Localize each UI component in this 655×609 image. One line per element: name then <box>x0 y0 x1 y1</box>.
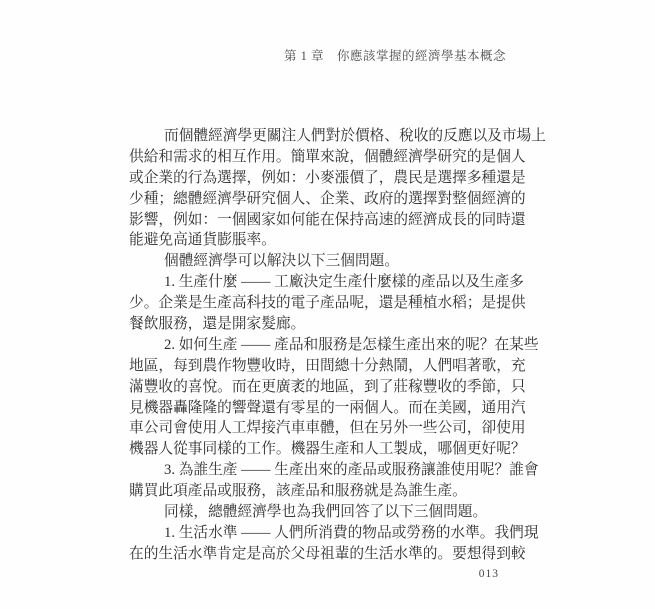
text-line: 1. 生活水準 —— 人們所消費的物品或勞務的水準。我們現 <box>164 524 539 541</box>
text-line: 個體經濟學可以解決以下三個問題。 <box>164 253 400 270</box>
text-line: 餐飲服務，還是開家髮廊。 <box>129 316 306 333</box>
text-line: 供給和需求的相互作用。簡單來說，個體經濟學研究的是個人 <box>129 148 526 165</box>
text-line: 地區，每到農作物豐收時，田間總十分熱鬧，人們唱著歌，充 <box>129 357 526 374</box>
text-line: 購買此項產品或服務，該產品和服務就是為誰生產。 <box>129 483 467 500</box>
text-line: 或企業的行為選擇，例如：小麥漲價了，農民是選擇多種還是 <box>129 169 526 186</box>
text-line: 同樣，總體經濟學也為我們回答了以下三個問題。 <box>164 504 488 521</box>
text-line: 少。企業是生產高科技的電子產品呢，還是種植水稻；是提供 <box>129 295 526 312</box>
running-header: 第 1 章 你應該掌握的經濟學基本概念 <box>283 49 506 63</box>
text-line: 3. 為誰生產 —— 生產出來的產品或服務讓誰使用呢？誰會 <box>164 462 539 479</box>
text-line: 在的生活水準肯定是高於父母祖輩的生活水準的。要想得到較 <box>129 545 526 562</box>
text-line: 見機器轟隆隆的響聲還有零星的一兩個人。而在美國，通用汽 <box>129 399 526 416</box>
text-line: 2. 如何生產 —— 產品和服務是怎樣生產出來的呢？在某些 <box>164 336 539 353</box>
text-line: 少種；總體經濟學研究個人、企業、政府的選擇對整個經濟的 <box>129 190 526 207</box>
text-line: 影響，例如：一個國家如何能在保持高速的經濟成長的同時還 <box>129 211 526 228</box>
text-line: 1. 生產什麼 —— 工廠決定生產什麼樣的產品以及生產多 <box>164 274 524 291</box>
text-line: 車公司會使用人工焊接汽車車體，但在另外一些公司，卻使用 <box>129 420 526 437</box>
text-line: 機器人從事同樣的工作。機器生產和人工製成，哪個更好呢？ <box>129 441 526 458</box>
page-number: 013 <box>478 568 499 580</box>
body-text <box>129 126 546 565</box>
text-line: 而個體經濟學更關注人們對於價格、稅收的反應以及市場上 <box>164 128 546 144</box>
text-line: 滿豐收的喜悅。而在更廣袤的地區，到了莊稼豐收的季節，只 <box>129 378 526 395</box>
text-line: 能避免高通貨膨脹率。 <box>129 232 276 249</box>
